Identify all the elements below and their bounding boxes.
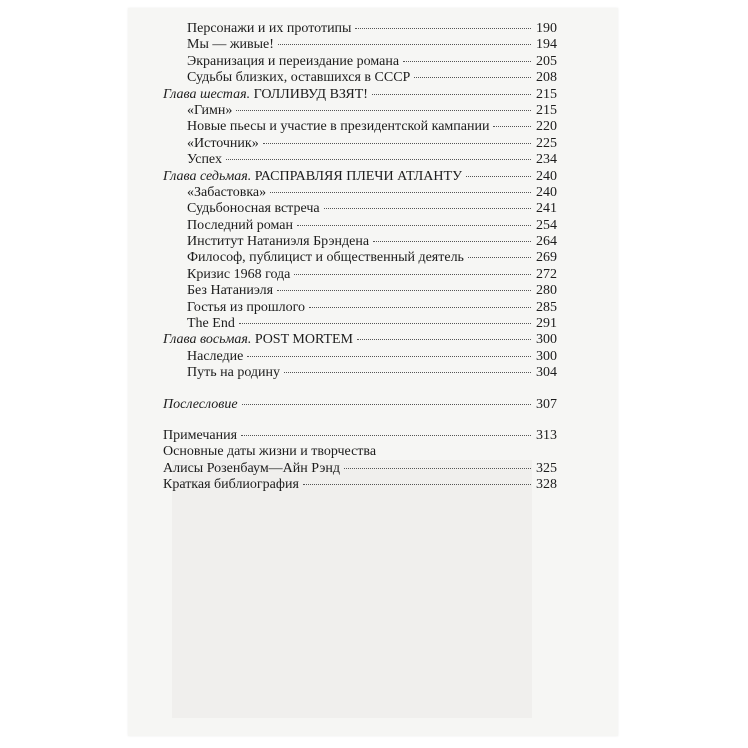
- toc-entry: [163, 316, 557, 332]
- entry-page: 269: [536, 250, 557, 266]
- chapter-number: Глава седьмая.: [163, 168, 252, 184]
- toc-entry: [163, 365, 557, 381]
- entry-page: 215: [536, 86, 557, 102]
- afterword-title: Послесловие: [163, 396, 238, 412]
- toc-entry: [163, 54, 557, 70]
- toc-entry: [163, 37, 557, 53]
- entry-title: Персонажи и их прототипы: [187, 21, 352, 36]
- toc-entry-line1: [163, 444, 557, 460]
- entry-title: Институт Натаниэля Брэндена: [187, 234, 370, 250]
- toc-afterword-entry: [163, 397, 557, 413]
- entry-page: 208: [536, 70, 557, 86]
- dot-leader: [278, 44, 531, 45]
- entry-page: 272: [536, 266, 557, 282]
- toc-entry: [163, 267, 557, 283]
- entry-title: Последний роман: [187, 217, 293, 233]
- entry-title: Краткая библиография: [163, 477, 299, 493]
- entry-page: 215: [536, 102, 557, 118]
- entry-page: 280: [536, 283, 557, 299]
- show-through-text: [172, 460, 532, 718]
- dot-leader: [344, 468, 531, 469]
- dot-leader: [303, 484, 531, 485]
- entry-title: «Забастовка»: [187, 184, 267, 200]
- toc-entry: [163, 218, 557, 234]
- table-of-contents: [163, 21, 557, 494]
- entry-title: Успех: [187, 152, 222, 168]
- toc-chapter-entry: [163, 332, 557, 348]
- dot-leader: [247, 356, 531, 357]
- entry-title: Судьбы близких, оставшихся в СССР: [187, 70, 411, 86]
- toc-entry: [163, 300, 557, 316]
- dot-leader: [270, 192, 531, 193]
- entry-title: Гостья из прошлого: [187, 299, 306, 315]
- entry-page: 190: [536, 21, 557, 36]
- entry-page: 313: [536, 427, 557, 443]
- entry-page: 307: [536, 396, 557, 412]
- toc-entry: [163, 185, 557, 201]
- entry-page: 194: [536, 37, 557, 53]
- entry-title: Путь на родину: [187, 365, 281, 381]
- chapter-title: [163, 169, 462, 185]
- dot-leader: [297, 225, 531, 226]
- dot-leader: [239, 323, 531, 324]
- toc-chapter-entry: [163, 87, 557, 103]
- toc-entry: [163, 103, 557, 119]
- entry-page: 240: [536, 184, 557, 200]
- entry-page: 285: [536, 299, 557, 315]
- dot-leader: [372, 94, 531, 95]
- entry-title: Кризис 1968 года: [187, 266, 291, 282]
- toc-entry: [163, 152, 557, 168]
- entry-page: 300: [536, 332, 557, 348]
- dot-leader: [493, 126, 531, 127]
- dot-leader: [241, 435, 531, 436]
- dot-leader: [414, 77, 531, 78]
- toc-entry: [163, 477, 557, 493]
- toc-entry: [163, 21, 557, 37]
- entry-title: «Источник»: [187, 135, 259, 151]
- dot-leader: [373, 241, 531, 242]
- entry-title: Судьбоносная встреча: [187, 201, 320, 217]
- entry-title: Алисы Розенбаум—Айн Рэнд: [163, 460, 341, 476]
- entry-title: [163, 397, 238, 413]
- entry-page: 205: [536, 53, 557, 69]
- toc-entry: [163, 234, 557, 250]
- toc-entry-line2: [163, 461, 557, 477]
- dot-leader: [263, 143, 531, 144]
- toc-entry: [163, 136, 557, 152]
- entry-title: Экранизация и переиздание романа: [187, 53, 400, 69]
- entry-title: Основные даты жизни и творчества: [163, 444, 377, 460]
- entry-page: 304: [536, 365, 557, 381]
- toc-entry: [163, 349, 557, 365]
- chapter-name: ГОЛЛИВУД ВЗЯТ!: [253, 86, 368, 102]
- dot-leader: [236, 110, 531, 111]
- chapter-number: Глава восьмая.: [163, 332, 252, 348]
- entry-page: 328: [536, 477, 557, 493]
- dot-leader: [277, 290, 531, 291]
- toc-entry: [163, 70, 557, 86]
- dot-leader: [357, 339, 531, 340]
- dot-leader: [284, 372, 531, 373]
- dot-leader: [403, 61, 531, 62]
- chapter-name: POST MORTEM: [254, 332, 353, 348]
- entry-title: Новые пьесы и участие в президентской кампании: [187, 119, 490, 135]
- toc-entry: [163, 119, 557, 135]
- entry-page: 291: [536, 316, 557, 332]
- toc-entry: [163, 283, 557, 299]
- entry-page: 234: [536, 152, 557, 168]
- dot-leader: [294, 274, 531, 275]
- entry-page: 241: [536, 201, 557, 217]
- dot-leader: [226, 159, 531, 160]
- entry-page: 254: [536, 217, 557, 233]
- chapter-title: [163, 87, 368, 103]
- dot-leader: [242, 404, 531, 405]
- toc-entry: [163, 250, 557, 266]
- entry-title: «Гимн»: [187, 102, 233, 118]
- toc-entry: [163, 428, 557, 444]
- entry-page: 220: [536, 119, 557, 135]
- dot-leader: [309, 307, 531, 308]
- entry-title: Мы — живые!: [187, 37, 274, 53]
- chapter-title: [163, 332, 353, 348]
- entry-title: Философ, публицист и общественный деятель: [187, 250, 464, 266]
- dot-leader: [324, 208, 531, 209]
- chapter-name: РАСПРАВЛЯЯ ПЛЕЧИ АТЛАНТУ: [254, 168, 462, 184]
- entry-page: 225: [536, 135, 557, 151]
- entry-title: Наследие: [187, 348, 244, 364]
- chapter-number: Глава шестая.: [163, 86, 251, 102]
- dot-leader: [468, 257, 531, 258]
- entry-page: 240: [536, 168, 557, 184]
- dot-leader: [466, 176, 531, 177]
- entry-title: Без Натаниэля: [187, 283, 274, 299]
- entry-page: 325: [536, 460, 557, 476]
- entry-page: 300: [536, 348, 557, 364]
- entry-page: 264: [536, 234, 557, 250]
- entry-title: Примечания: [163, 427, 238, 443]
- toc-chapter-entry: [163, 169, 557, 185]
- toc-entry: [163, 201, 557, 217]
- dot-leader: [355, 28, 531, 29]
- entry-title: The End: [187, 316, 235, 332]
